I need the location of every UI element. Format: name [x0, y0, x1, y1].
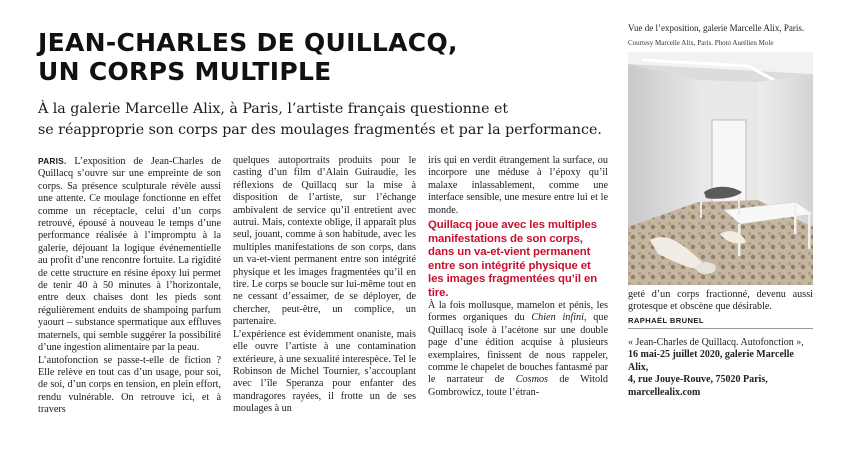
standfirst-line-2: se réapproprie son corps par des moulages fragmentés et par la performance.	[38, 122, 602, 138]
paragraph	[38, 155, 221, 355]
column-1	[38, 155, 221, 417]
paragraph: L’autofonction se passe-t-elle de fiction ? Elle relève en tout cas d’un usage, pour soi, de soi, d’un corps en tension, en plein effort, rendu vulnérable. On retrouve ici, et à travers	[38, 354, 221, 416]
exhibition-photo	[628, 52, 813, 285]
title-line-1: JEAN-CHARLES DE QUILLACQ,	[38, 28, 458, 57]
paragraph-text: À la fois mollusque, mamelon et pénis, les formes organiques du	[428, 300, 608, 324]
column-2	[233, 155, 416, 416]
info-line-3: 4, rue Jouye-Rouve, 75020 Paris,	[628, 374, 768, 386]
article-ending: geté d’un corps fractionné, devenu aussi grotesque et obscène que désirable.	[628, 289, 813, 313]
title-line-2: UN CORPS MULTIPLE	[38, 57, 332, 86]
dateline: PARIS.	[38, 156, 67, 166]
paragraph-text: L’exposition de Jean-Charles de Quillacq s’ouvre sur une empreinte de son corps. Sa présence sculpturale révèle aussi une attente. Ce moulage fonctionne en effet comme un réceptacle, celui d’un corps retrouvé, épousé à nouveau le temps d’une performance réalisée à l’impromptu à la galerie, déjouant la logique événementielle au profit d’une rencontre fortuite. La rigidité de cette structure en résine époxy lui permet de tenir 40 à 50 minutes à l’horizontale, entre deux chaises dont les pieds sont régulièrement enduits de shampoing parfum yaourt – substance spermatique aux effluves maternels, qui semble suggérer la possibilité d’une ingestion alimentaire par la peau.	[38, 156, 221, 354]
info-line-1: « Jean-Charles de Quillacq. Autofonction »,	[628, 337, 804, 348]
photo-caption: Vue de l’exposition, galerie Marcelle Alix, Paris.	[628, 23, 805, 33]
paragraph: iris qui en verdit étrangement la surface, ou incorpore une méduse à l’époxy qu’il malaxe inlassablement, comme une interface sensible, une mesure entre lui et le monde.	[428, 155, 608, 216]
standfirst	[38, 99, 613, 141]
standfirst-line-1: À la galerie Marcelle Alix, à Paris, l’artiste français questionne et	[38, 101, 509, 117]
paragraph: quelques autoportraits produits pour le casting d’un film d’Alain Guiraudie, les réflexions de Quillacq sur la mise à disposition de l’artiste, sur l’échange ambivalent de service qu’il entretient avec autrui. Mais, contexte oblige, il apparaît plus seul, jouant, comme à son habitude, avec les multiples manifestations de son corps, dans un va-et-vient permanent entre son intégrité physique et les images fragmentées qu’il en tire. Le corps se boucle sur lui-même tout en ne cessant d’essaimer, de se déployer, de chercher, peut-être, un complice, un partenaire.	[233, 155, 416, 328]
article-title	[38, 28, 598, 86]
paragraph-text: de Witold Gombrowicz, toute l’étran-	[428, 374, 608, 398]
column-3-bottom	[428, 300, 608, 399]
divider	[628, 328, 813, 329]
paragraph-text: , que Quillacq isole à l’acétone sur une double page d’une édition acquise à plusieurs exemplaires, finissent de nous rappeler, comme le chapelet de bouches fantasmé par le narrateur de	[428, 312, 608, 386]
exhibition-photo-illustration	[628, 52, 813, 285]
photo-credit: Courtesy Marcelle Alix, Paris. Photo Aurélien Mole	[628, 39, 774, 47]
book-title: Cosmos	[515, 374, 549, 386]
paragraph	[428, 300, 608, 399]
author-byline: RAPHAËL BRUNEL	[628, 316, 704, 325]
info-line-4: marcellealix.com	[628, 386, 701, 398]
pull-quote: Quillacq joue avec les multiples manifestations de son corps, dans un va-et-vient permanent entre son intégrité physique et les images fragmentées qu’il en tire.	[428, 219, 598, 299]
exhibition-info	[628, 337, 813, 399]
info-line-2: 16 mai-25 juillet 2020, galerie Marcelle Alix,	[628, 349, 794, 373]
column-3-top	[428, 155, 608, 217]
paragraph: L’expérience est évidemment onaniste, mais elle ouvre l’artiste à une contamination extérieure, à une sexualité interespèce. Tel le Robinson de Michel Tournier, s’accouplant avec l’île Speranza pour enfanter des mandragores rayées, il frotte un de ses moulages à un	[233, 328, 416, 415]
work-title: Chien infini	[531, 312, 584, 324]
